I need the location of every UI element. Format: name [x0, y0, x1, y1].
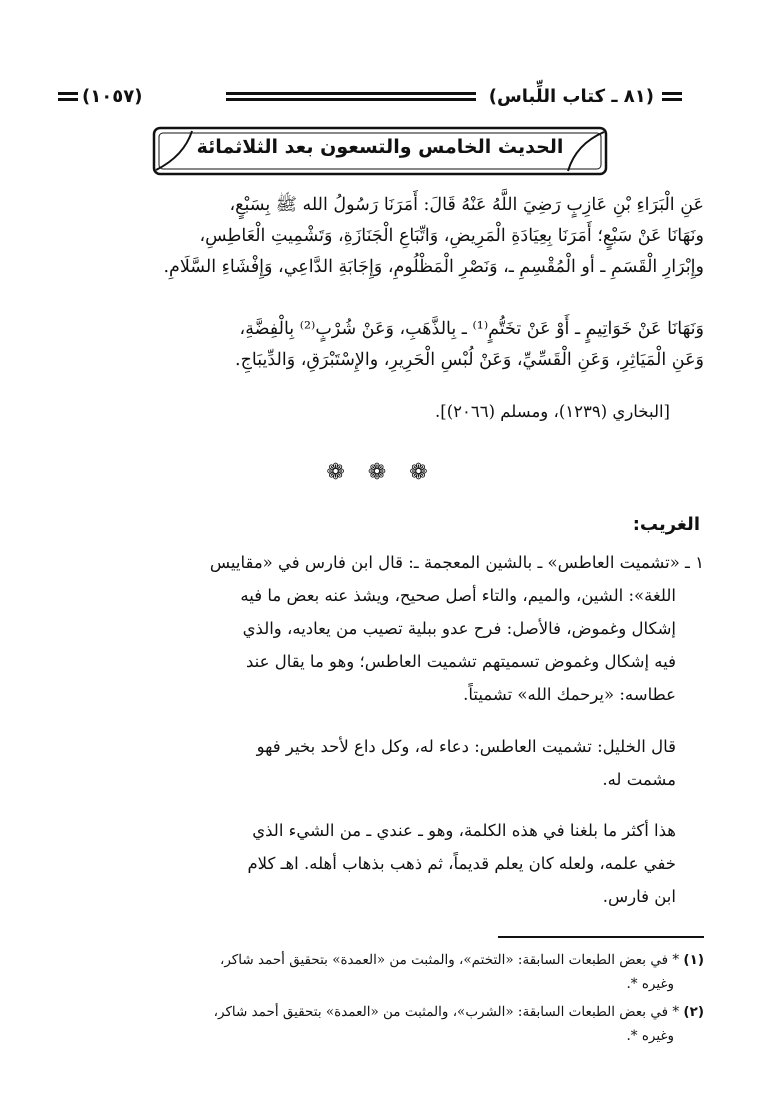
page-number: (١٠٥٧)	[82, 86, 143, 107]
footnote-line: وغيره *.	[626, 1028, 674, 1044]
footnote-marker: (٢)	[683, 1004, 704, 1020]
hadith-paragraph-1	[62, 190, 704, 283]
gharib-heading: الغريب:	[632, 514, 700, 535]
hadith-title-box	[152, 126, 608, 176]
running-header	[58, 86, 682, 116]
text-line: وإِبْرَارِ الْقَسَمِ ـ أو الْمُقْسِمِ ـ، وَنَصْرِ الْمَظْلُومِ، وَإِجَابَةِ الدَّاعِي، وَإِفْشَاءِ السَّلَامِ.	[163, 257, 704, 277]
text-line: ونَهَانَا عَنْ سَبْعٍ؛ أَمَرَنَا بِعِيَادَةِ الْمَرِيضِ، وَاتِّبَاعِ الْجَنَازَةِ، وَتَشْمِيتِ الْعَاطِسِ،	[199, 226, 704, 246]
text-line: عطاسه: «يرحمك الله» تشميتاً.	[463, 685, 676, 704]
text-line: ١ ـ «تشميت العاطس» ـ بالشين المعجمة ـ: قال ابن فارس في «مقاييس	[209, 553, 704, 572]
text-line: قال الخليل: تشميت العاطس: دعاء له، وكل داع لأحد بخير فهو	[256, 737, 676, 756]
footnote-line	[62, 1000, 704, 1024]
text-line: فيه إشكال وغموض تسميتهم تشميت العاطس؛ وهو ما يقال عند	[246, 652, 676, 671]
text-line: وَنَهَانَا عَنْ خَوَاتِيمٍ ـ أَوْ عَنْ تخَتُّمٍ⁽¹⁾ ـ بِالذَّهَبِ، وَعَنْ شُرْبٍ⁽²⁾ بِالْفِضَّةِ،	[239, 319, 704, 339]
header-rule-right	[662, 92, 682, 101]
footnote-1	[62, 948, 704, 996]
text-line: اللغة»: الشين، والميم، والتاء أصل صحيح، ويشذ عنه بعض ما فيه	[240, 586, 676, 605]
text-line: عَنِ الْبَرَاءِ بْنِ عَازِبٍ رَضِيَ اللَّهُ عَنْهُ قَالَ: أَمَرَنَا رَسُولُ الله ﷺ بِسَبْعٍ،	[229, 195, 704, 215]
gharib-ibn-faris-paragraph	[62, 814, 676, 913]
footnote-line	[62, 948, 704, 972]
text-line: خفي علمه، ولعله كان يعلم قديماً، ثم ذهب بذهاب أهله. اهـ كلام	[247, 854, 676, 873]
hadith-source	[62, 396, 670, 427]
text-line: إشكال وغموض، فالأصل: فرح عدو ببلية تصيب من يعاديه، والذي	[242, 619, 676, 638]
footnote-marker: (١)	[683, 952, 704, 968]
header-rule-left	[58, 92, 78, 101]
footnote-rule	[498, 936, 704, 938]
source-citation: [البخاري (١٢٣٩)، ومسلم (٢٠٦٦)].	[435, 402, 670, 421]
gharib-item-1	[62, 546, 704, 711]
hadith-title: الحديث الخامس والتسعون بعد الثلاثمائة	[196, 136, 564, 158]
footnote-text: * في بعض الطبعات السابقة: «الشرب»، والمثبت من «العمدة» بتحقيق أحمد شاكر،	[213, 1004, 680, 1020]
text-line: ابن فارس.	[602, 887, 676, 906]
hadith-paragraph-2	[62, 314, 704, 376]
footnote-text: * في بعض الطبعات السابقة: «التختم»، والمثبت من «العمدة» بتحقيق أحمد شاكر،	[220, 952, 680, 968]
text-line: هذا أكثر ما بلغنا في هذه الكلمة، وهو ـ عندي ـ من الشيء الذي	[252, 821, 676, 840]
gharib-khalil-paragraph	[62, 730, 676, 796]
chapter-title: (٨١ ـ كتاب اللِّباس)	[488, 86, 654, 107]
header-rule-middle	[226, 92, 476, 101]
text-line: مشمت له.	[602, 770, 676, 789]
text-line: وَعَنِ الْمَيَاثِرِ، وَعَنِ الْقَسِّيِّ، وَعَنْ لُبْسِ الْحَرِيرِ، والإِسْتَبْرَقِ، وَالدِّيبَاجِ.	[235, 350, 704, 370]
footnote-2	[62, 1000, 704, 1048]
section-separator: ❁ ❁ ❁	[326, 460, 436, 485]
footnote-line: وغيره *.	[626, 976, 674, 992]
